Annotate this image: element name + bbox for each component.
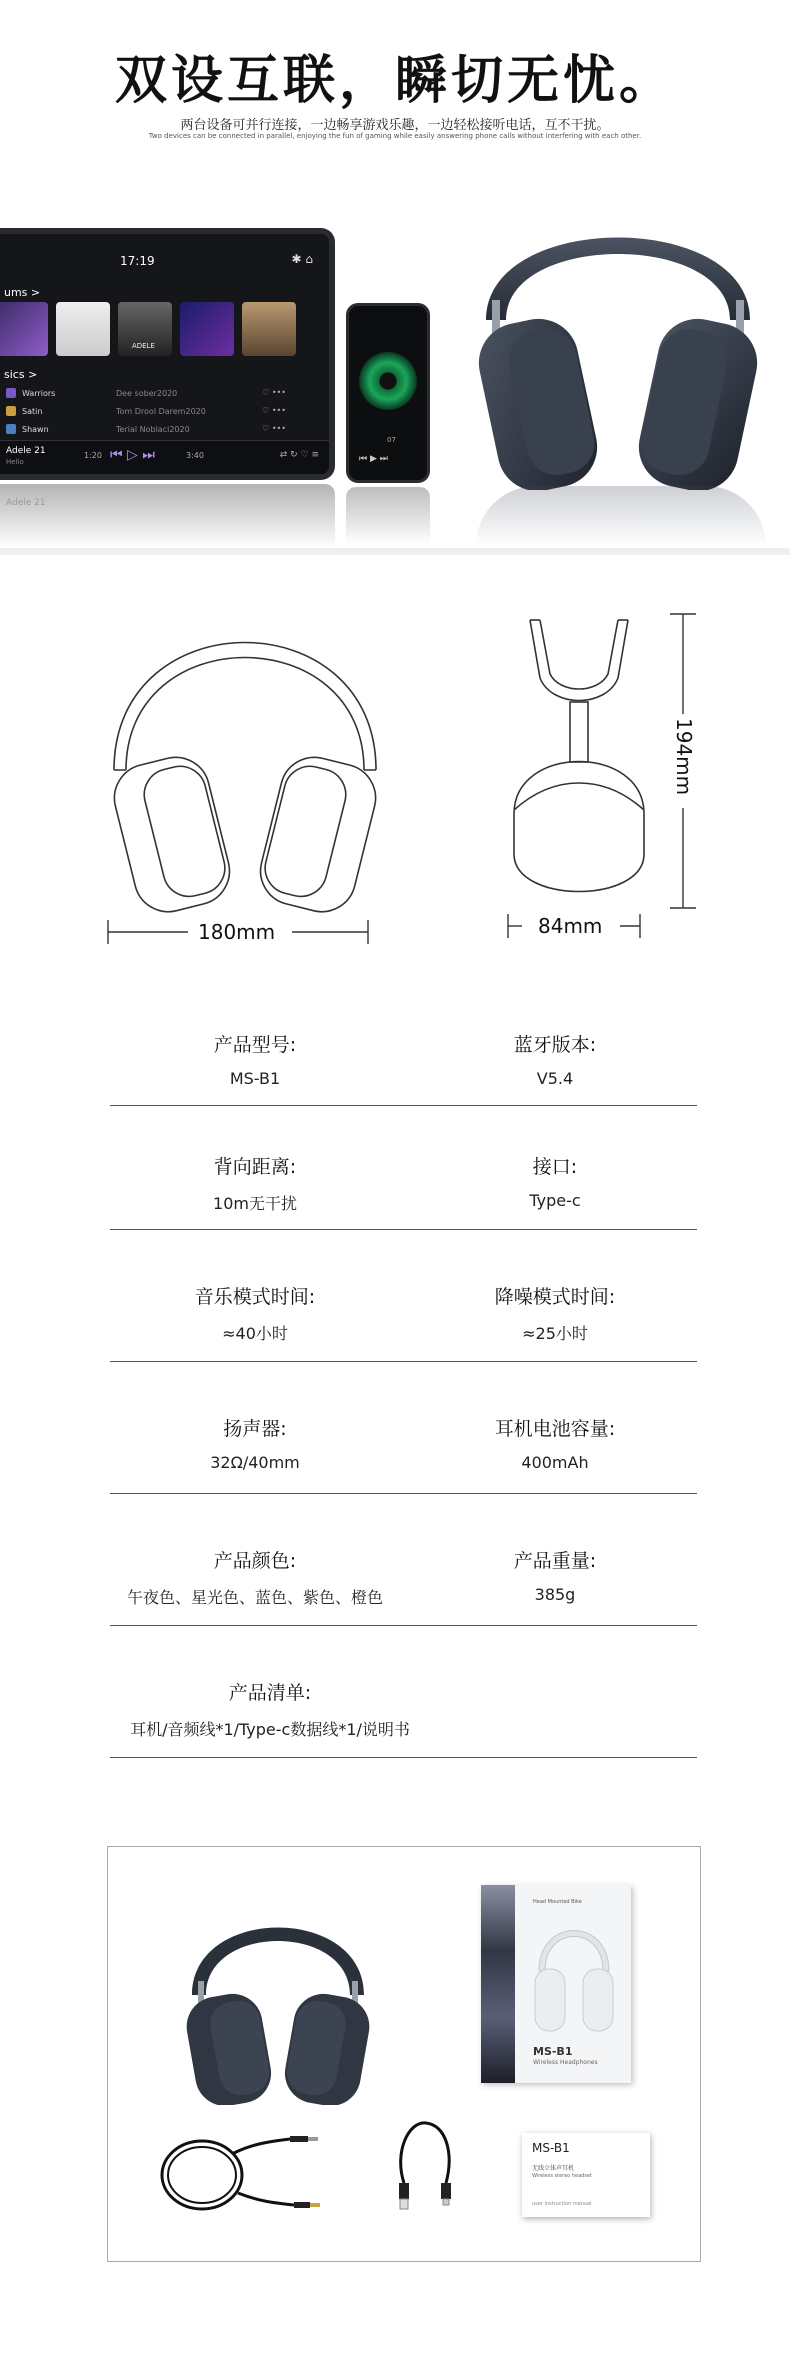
spec-label: 音乐模式时间: bbox=[194, 1286, 316, 1308]
spec-label: 产品型号: bbox=[213, 1034, 297, 1056]
phone-controls-icon[interactable]: ⏮ ▶ ⏭ bbox=[359, 454, 388, 464]
headband bbox=[486, 238, 750, 321]
phone-reflection bbox=[346, 487, 430, 545]
player-extra-icons[interactable]: ⇄ ↻ ♡ ≡ bbox=[279, 450, 319, 460]
height-label: 194mm bbox=[672, 718, 696, 796]
spec-row bbox=[110, 1494, 697, 1626]
track-row[interactable] bbox=[4, 404, 294, 422]
spec-value: 385g bbox=[534, 1585, 576, 1604]
spec-cell bbox=[110, 1030, 400, 1088]
track-icon bbox=[6, 406, 16, 416]
depth-label: 84mm bbox=[538, 914, 603, 938]
spec-cell bbox=[410, 1414, 700, 1472]
heart-more-icon[interactable]: ♡ ••• bbox=[262, 406, 286, 415]
now-playing-sub: Hello bbox=[6, 458, 24, 466]
tablet-time: 17:19 bbox=[120, 254, 155, 268]
phone-time-value: 07 bbox=[387, 436, 396, 444]
album-cover-1 bbox=[0, 302, 48, 356]
spec-cell bbox=[410, 1546, 700, 1604]
track-icon bbox=[6, 424, 16, 434]
time-total: 3:40 bbox=[186, 451, 204, 460]
albums-heading: ums > bbox=[4, 286, 41, 299]
front-view-diagram bbox=[100, 610, 390, 920]
track-info: Terial Noblaci2020 bbox=[116, 425, 190, 434]
spec-value: ≈40小时 bbox=[222, 1324, 288, 1343]
spec-label: 蓝牙版本: bbox=[513, 1034, 597, 1056]
spec-label: 耳机电池容量: bbox=[494, 1418, 616, 1440]
package-contents bbox=[107, 1846, 701, 2262]
album-cover-5 bbox=[242, 302, 296, 356]
time-elapsed: 1:20 bbox=[84, 451, 102, 460]
spec-label: 产品颜色: bbox=[213, 1550, 297, 1572]
spec-value: ≈25小时 bbox=[522, 1324, 588, 1343]
album-cover-3 bbox=[118, 302, 172, 356]
now-playing-title: Adele 21 bbox=[6, 446, 46, 456]
hero-subtitle-en: Two devices can be connected in parallel, enjoying the fun of gaming while easily answering phone calls without interfering with each other. bbox=[148, 132, 642, 140]
track-name: Satin bbox=[22, 407, 43, 416]
spec-cell bbox=[110, 1546, 400, 1608]
track-info: Dee sober2020 bbox=[116, 389, 178, 398]
spec-cell bbox=[410, 1282, 700, 1344]
album-cover-2 bbox=[56, 302, 110, 356]
manual-note: user instruction manual bbox=[532, 2201, 592, 2207]
box-model: MS-B1 bbox=[533, 2045, 573, 2058]
phone-device bbox=[346, 303, 430, 483]
spec-row bbox=[110, 1230, 697, 1362]
spec-label: 降噪模式时间: bbox=[494, 1286, 616, 1308]
package-headphone-image bbox=[178, 1885, 378, 2105]
track-icon bbox=[6, 388, 16, 398]
track-row[interactable] bbox=[4, 422, 294, 440]
spec-cell bbox=[110, 1152, 400, 1214]
audio-cable-image bbox=[154, 2123, 324, 2223]
spec-label: 背向距离: bbox=[213, 1156, 297, 1178]
hero-title: 双设互联，瞬切无忧。 bbox=[114, 51, 675, 111]
hero-headphone-image bbox=[468, 170, 768, 490]
spec-cell bbox=[410, 1152, 700, 1210]
manual-title-cn: 无线立体声耳机 bbox=[532, 2165, 575, 2172]
heart-more-icon[interactable]: ♡ ••• bbox=[262, 388, 286, 397]
spec-value: MS-B1 bbox=[229, 1069, 281, 1088]
track-info: Tom Drool Darem2020 bbox=[116, 407, 206, 416]
musics-heading: sics > bbox=[4, 368, 38, 381]
manual-model: MS-B1 bbox=[532, 2141, 570, 2155]
hero-subtitle: 两台设备可并行连接，一边畅享游戏乐趣，一边轻松接听电话，互不干扰。 bbox=[180, 118, 610, 133]
hero-section bbox=[0, 0, 790, 555]
spec-cell bbox=[410, 1030, 700, 1088]
track-name: Shawn bbox=[22, 425, 49, 434]
spec-row bbox=[110, 1022, 697, 1106]
spec-value: 400mAh bbox=[521, 1453, 589, 1472]
spec-value: 耳机/音频线*1/Type-c数据线*1/说明书 bbox=[130, 1720, 410, 1739]
heart-more-icon[interactable]: ♡ ••• bbox=[262, 424, 286, 433]
box-side-art bbox=[481, 1885, 515, 2083]
user-manual-image bbox=[522, 2133, 650, 2217]
spec-value: Type-c bbox=[529, 1191, 581, 1210]
spec-cell bbox=[110, 1678, 430, 1740]
section-divider bbox=[0, 548, 790, 555]
spec-label: 产品清单: bbox=[228, 1682, 312, 1704]
spec-label: 扬声器: bbox=[223, 1418, 287, 1440]
spec-row bbox=[110, 1106, 697, 1230]
reflection-text: Adele 21 bbox=[6, 498, 46, 508]
tablet-device bbox=[0, 228, 335, 480]
spec-label: 产品重量: bbox=[513, 1550, 597, 1572]
spec-value: 午夜色、星光色、蓝色、紫色、橙色 bbox=[126, 1588, 383, 1607]
spec-value: V5.4 bbox=[536, 1069, 574, 1088]
manual-title-en: Wireless stereo headset bbox=[532, 2173, 592, 2179]
tablet-reflection bbox=[0, 484, 335, 548]
side-view-diagram bbox=[504, 614, 654, 904]
album-cover-4 bbox=[180, 302, 234, 356]
track-name: Warriors bbox=[22, 389, 56, 398]
spec-label: 接口: bbox=[532, 1156, 578, 1178]
spec-value: 10m无干扰 bbox=[213, 1194, 297, 1213]
headphone-reflection bbox=[476, 486, 766, 546]
spec-value: 32Ω/40mm bbox=[210, 1453, 300, 1472]
play-controls-icon[interactable]: ⏮ ▷ ⏭ bbox=[110, 447, 155, 463]
box-tagline: Wireless Headphones bbox=[533, 2059, 598, 2066]
track-row[interactable] bbox=[4, 386, 294, 404]
box-brand: Head Mounted Bike bbox=[533, 1899, 582, 1905]
spec-row bbox=[110, 1626, 697, 1758]
bluetooth-home-icons: ✱ ⌂ bbox=[291, 252, 313, 266]
album-label: ADELE bbox=[132, 342, 155, 350]
retail-box-image bbox=[481, 1885, 631, 2083]
player-bar bbox=[0, 440, 329, 474]
spec-cell bbox=[110, 1282, 400, 1344]
width-label: 180mm bbox=[198, 920, 276, 944]
box-headphone-icon bbox=[531, 1911, 617, 2039]
spec-cell bbox=[110, 1414, 400, 1472]
typec-cable-image bbox=[390, 2113, 460, 2233]
spec-row bbox=[110, 1362, 697, 1494]
phone-vinyl-disc bbox=[359, 352, 417, 410]
